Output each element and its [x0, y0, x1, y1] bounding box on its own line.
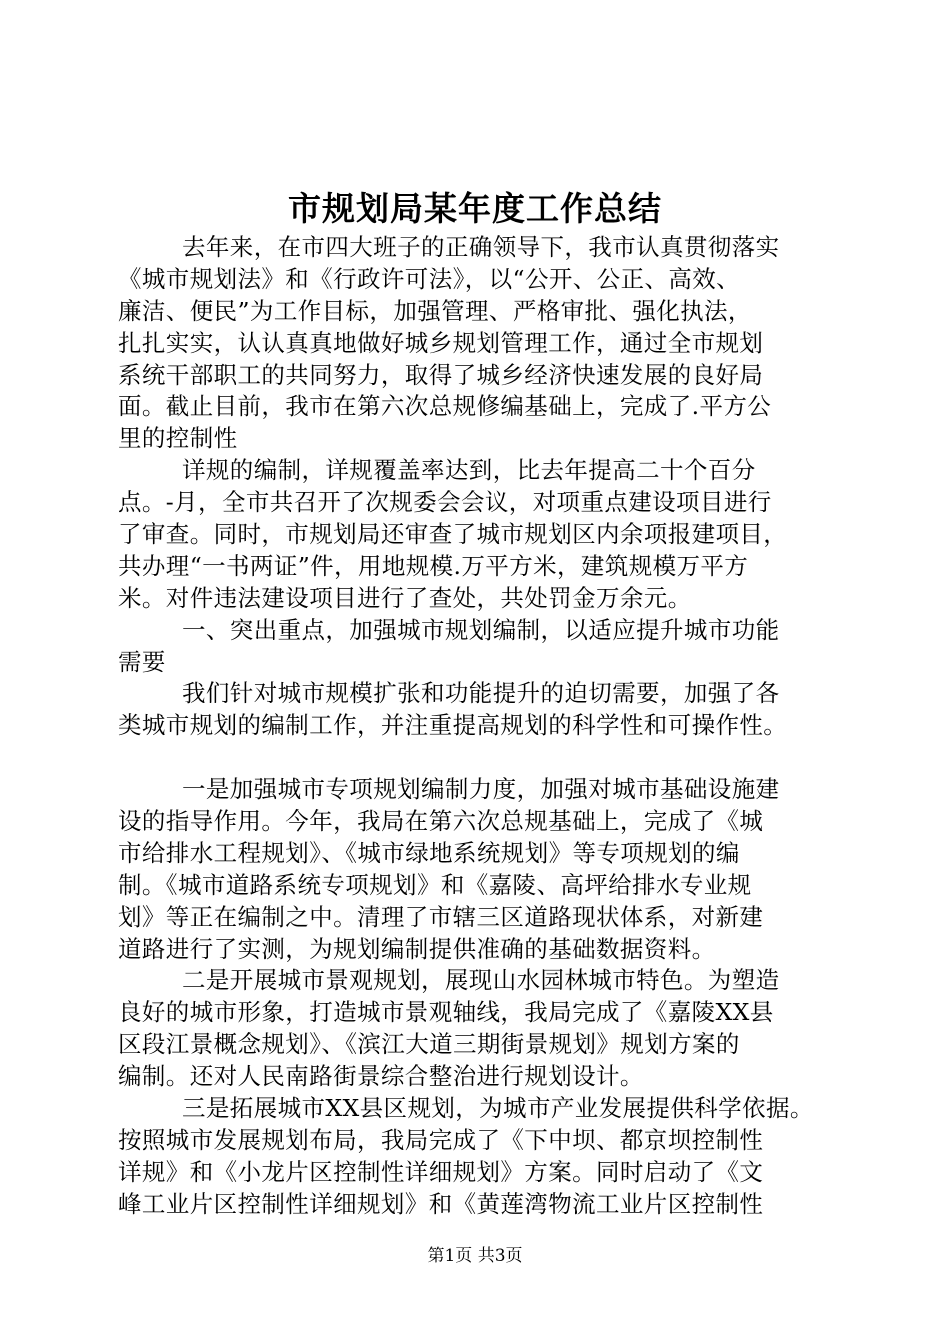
- body-line: 需要: [118, 647, 166, 676]
- body-line: 《城市规划法》和《行政许可法》，以“公开、公正、高效、: [118, 264, 741, 293]
- body-line: 类城市规划的编制工作，并注重提高规划的科学性和可操作性。: [118, 711, 788, 740]
- document-body: [118, 232, 836, 1221]
- body-line: 扎扎实实，认认真真地做好城乡规划管理工作，通过全市规划: [118, 328, 764, 357]
- body-line: 区段江景概念规划》、《滨江大道三期街景规划》规划方案的: [118, 1030, 740, 1059]
- body-line: 系统干部职工的共同努力，取得了城乡经济快速发展的良好局: [118, 360, 764, 389]
- body-line: 良好的城市形象，打造城市景观轴线，我局完成了《嘉陵XX县: [118, 998, 774, 1027]
- body-line: 详规的编制，详规覆盖率达到，比去年提高二十个百分: [182, 456, 756, 485]
- body-line: 廉洁、便民”为工作目标，加强管理、严格审批、强化执法，: [118, 296, 752, 325]
- body-line: 三是拓展城市XX县区规划，为城市产业发展提供科学依据。: [182, 1094, 814, 1123]
- body-line: 面。截止目前，我市在第六次总规修编基础上，完成了.平方公: [118, 392, 772, 421]
- document-title: 市规划局某年度工作总结: [288, 189, 662, 228]
- body-line: 编制。还对人民南路街景综合整治进行规划设计。: [118, 1062, 644, 1091]
- body-line: [118, 742, 836, 774]
- body-line: 了审查。同时，市规划局还审查了城市规划区内余项报建项目，: [118, 520, 788, 549]
- body-line: 市给排水工程规划》、《城市绿地系统规划》等专项规划的编: [118, 838, 740, 867]
- body-line: 我们针对城市规模扩张和功能提升的迫切需要，加强了各: [182, 679, 780, 708]
- body-line: 制。《城市道路系统专项规划》和《嘉陵、高坪给排水专业规: [118, 870, 752, 899]
- body-line: 按照城市发展规划布局，我局完成了《下中坝、都京坝控制性: [118, 1125, 764, 1154]
- body-line: 峰工业片区控制性详细规划》和《黄莲湾物流工业片区控制性: [118, 1189, 764, 1218]
- body-line: 详规》和《小龙片区控制性详细规划》方案。同时启动了《文: [118, 1157, 764, 1186]
- body-line: 道路进行了实测，为规划编制提供准确的基础数据资料。: [118, 934, 716, 963]
- body-line: 点。-月，全市共召开了次规委会会议，对项重点建设项目进行: [118, 488, 772, 517]
- body-line: 一是加强城市专项规划编制力度，加强对城市基础设施建: [182, 775, 780, 804]
- body-line: 共办理“一书两证”件，用地规模.万平方米，建筑规模万平方: [118, 551, 749, 580]
- page-footer: 第1页 共3页: [427, 1246, 523, 1266]
- body-line: 一、突出重点，加强城市规划编制，以适应提升城市功能: [182, 615, 780, 644]
- body-line: 划》等正在编制之中。清理了市辖三区道路现状体系，对新建: [118, 902, 764, 931]
- body-line: 设的指导作用。今年，我局在第六次总规基础上，完成了《城: [118, 807, 764, 836]
- body-line: 里的控制性: [118, 424, 238, 453]
- body-line: 去年来，在市四大班子的正确领导下，我市认真贯彻落实: [182, 233, 780, 261]
- body-line: 米。对件违法建设项目进行了查处，共处罚金万余元。: [118, 583, 692, 612]
- body-line: 二是开展城市景观规划，展现山水园林城市特色。为塑造: [182, 966, 780, 995]
